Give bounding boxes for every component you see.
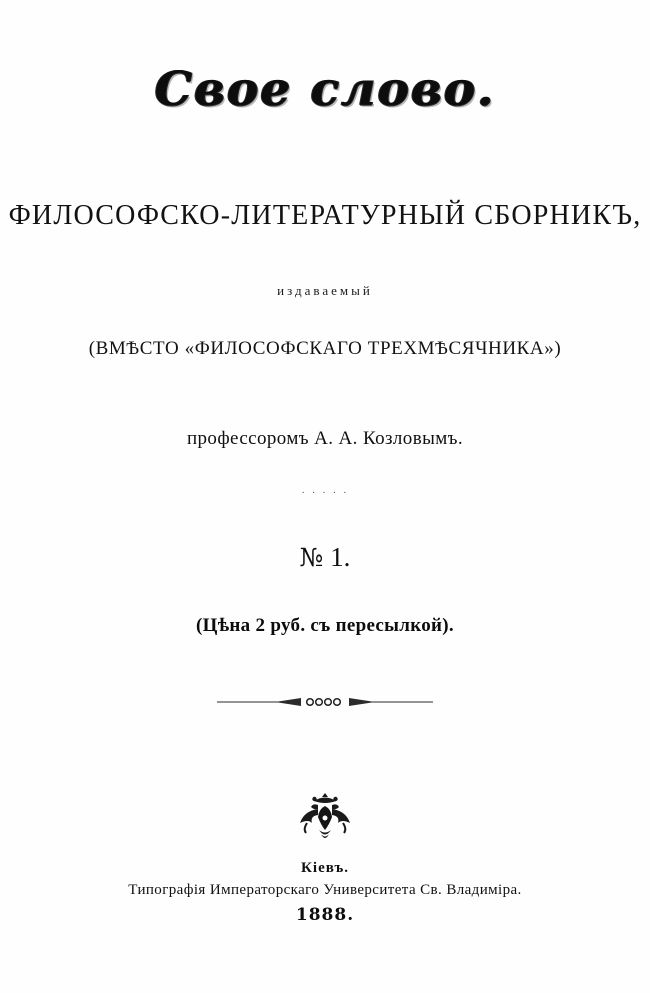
price-note: (Цѣна 2 руб. съ пересылкой). [196,615,454,636]
imperial-eagle-icon [0,790,650,850]
rule-ornament [0,693,650,717]
imprint-press: Типографія Императорскаго Университета Св. Владиміра. [128,882,522,898]
document-subtitle: ФИЛОСОФСКО-ЛИТЕРАТУРНЫЙ СБОРНИКЪ, [8,200,642,231]
page-title: Свое слово. [154,62,496,117]
instead-of-note: (ВМѢСТО «ФИЛОСОФСКАГО ТРЕХМѢСЯЧНИКА») [88,338,562,359]
issued-by-label: издаваемый [277,283,373,298]
dot-ornament: · · · · · [301,487,349,499]
imprint-year: 1888. [295,905,355,925]
issue-number-value: 1. [330,542,351,572]
editor-line: профессоромъ А. А. Козловымъ. [186,428,464,449]
imprint-city: Кіевъ. [301,860,349,876]
number-sign-icon: № [299,543,324,572]
issue-number-block [0,542,650,573]
